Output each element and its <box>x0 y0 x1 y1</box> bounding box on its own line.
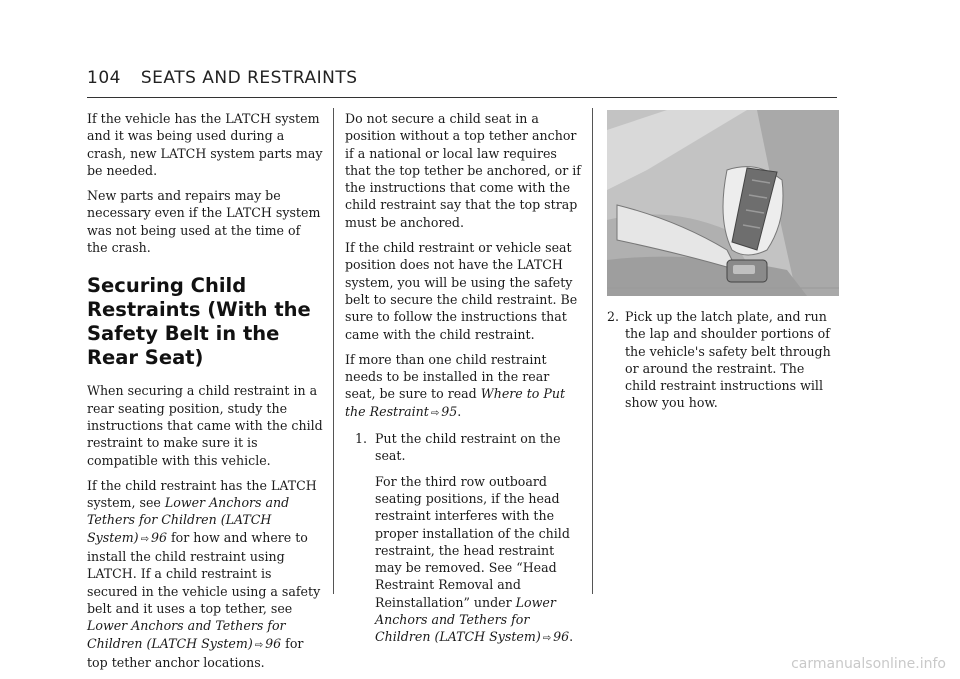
paragraph: If the vehicle has the LATCH system and it was being used during a crash, new LATCH system parts may be needed. <box>87 111 323 178</box>
column-2 <box>345 110 581 656</box>
paragraph: New parts and repairs may be necessary even if the LATCH system was not being used at the time of the crash. <box>87 188 321 256</box>
watermark: carmanualsonline.info <box>791 656 946 672</box>
cross-reference-link[interactable]: Lower Anchors and Tethers for Children (LATCH System) <box>375 594 556 645</box>
column-divider <box>333 108 334 594</box>
cross-reference-link[interactable]: Where to Put the Restraint <box>345 386 566 419</box>
column-1 <box>87 110 323 679</box>
cross-reference-link[interactable]: Lower Anchors and Tethers for Children (LATCH System) <box>87 618 286 651</box>
step-text: Put the child restraint on the seat. <box>375 431 561 464</box>
header-rule <box>87 97 837 98</box>
step-detail: For the third row outboard seating positions, if the head restraint interferes with the proper installation of the child restraint, the head restraint may be removed. See “Head Restraint Removal and Reinstallation” under Lower Anchors and Tethers for Children (LATCH System) ⇨ 96. <box>375 473 574 645</box>
step-number: 1. <box>355 431 368 447</box>
section-heading: Securing Child Restraints (With the Safety Belt in the Rear Seat) <box>87 274 311 370</box>
column-divider <box>592 108 593 594</box>
page-header <box>87 68 837 88</box>
page-ref-arrow-icon: ⇨ <box>542 633 552 645</box>
paragraph: If the child restraint or vehicle seat position does not have the LATCH system, you will be using the safety belt to secure the child restraint. Be sure to follow the instructions that came with the child restraint. <box>345 240 578 342</box>
page-ref-arrow-icon: ⇨ <box>140 533 149 545</box>
cross-reference-link[interactable]: Lower Anchors and Tethers for Children (LATCH System) <box>87 495 290 545</box>
paragraph: When securing a child restraint in a rear seating position, study the instructions that came with the child restraint to make sure it is compatible with this vehicle. <box>87 383 323 468</box>
page-reference[interactable]: 96 <box>150 529 167 545</box>
step-number: 2. <box>607 309 620 324</box>
page-reference[interactable]: 96 <box>553 629 570 645</box>
column-3 <box>607 110 839 412</box>
paragraph: If the child restraint has the LATCH system, see Lower Anchors and Tethers for Children (LATCH System) ⇨ 96 for how and where to install the child restraint using LATCH. If a child restraint is secured in the vehicle using a safety belt and it uses a top tether, see Lower Anchors and Tethers for Children (LATCH System) ⇨ 96 for top tether anchor locations. <box>87 477 321 670</box>
paragraph: Do not secure a child seat in a position without a top tether anchor if a national or local law requires that the top tether be anchored, or if the instructions that come with the child restraint say that the top strap must be anchored. <box>345 111 581 230</box>
section-title: SEATS AND RESTRAINTS <box>140 68 358 88</box>
list-item <box>607 308 839 412</box>
step-text: Pick up the latch plate, and run the lap and shoulder portions of the vehicle's safety belt through or around the restraint. The child restraint instructions will show you how. <box>625 309 831 411</box>
list-item <box>355 430 581 465</box>
page-number: 104 <box>87 68 121 88</box>
safety-belt-illustration <box>607 110 839 296</box>
paragraph: If more than one child restraint needs to be installed in the rear seat, be sure to read Where to Put the Restraint ⇨ 95. <box>345 351 566 419</box>
page-ref-arrow-icon: ⇨ <box>430 407 440 419</box>
page-ref-arrow-icon: ⇨ <box>254 639 264 651</box>
page-reference[interactable]: 95 <box>441 403 458 419</box>
page-reference[interactable]: 96 <box>265 635 282 651</box>
